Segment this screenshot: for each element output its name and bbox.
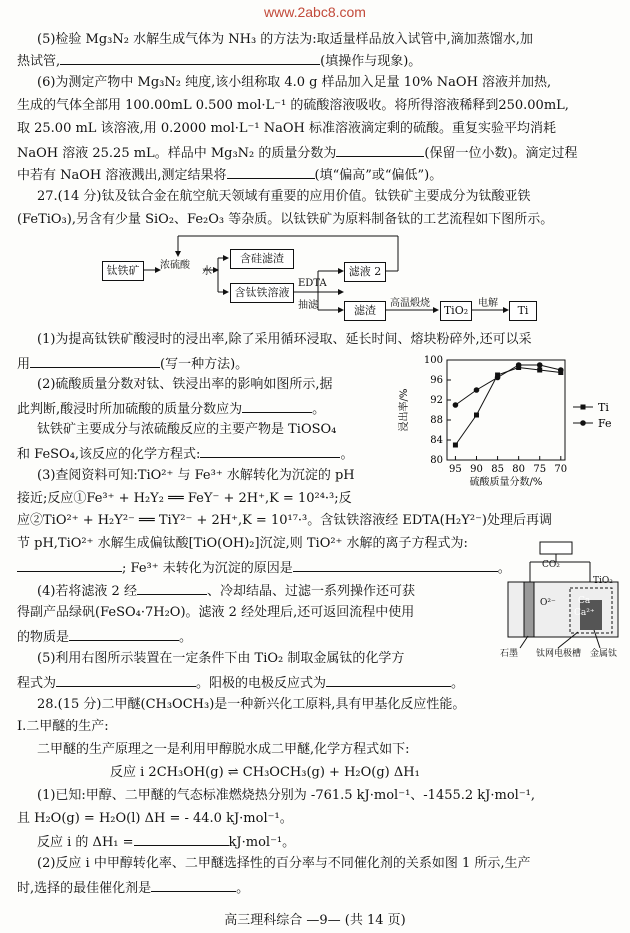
q28-2-line2: 时,选择的最佳催化剂是 。 — [17, 881, 250, 896]
q27-3-line5: ; Fe³⁺ 未转化为沉淀的原因是 。 — [17, 559, 511, 577]
flow-edta: EDTA — [298, 278, 327, 289]
flow-filtrate2: 滤液 2 — [344, 262, 386, 282]
legend-label-Ti: Ti — [598, 401, 609, 414]
point-Ti — [474, 413, 479, 418]
flow-acid: 浓硫酸 — [160, 260, 190, 271]
leaching-rate-chart — [385, 352, 625, 487]
apparatus-tio2: TiO₂ — [593, 576, 613, 586]
q27-4-line2: 得副产品绿矾(FeSO₄·7H₂O)。滤液 2 经处理后,还可返回流程中使用 — [17, 605, 415, 620]
y-tick-label: 84 — [430, 435, 443, 446]
point-Fe — [474, 387, 480, 393]
process-flow-diagram — [98, 228, 558, 323]
chart-frame — [447, 360, 565, 460]
x-axis-label: 硫酸质量分数/% — [469, 477, 543, 487]
q28-1-line1: (1)已知:甲醇、二甲醚的气态标准燃烧热分别为 -761.5 kJ·mol⁻¹、-1455.2 kJ·mol⁻¹, — [37, 788, 536, 803]
y-axis-label: 浸出率/% — [399, 388, 410, 432]
q26-6-line5: 中若有 NaOH 溶液溅出,测定结果将 (填“偏高”或“偏低”)。 — [17, 168, 443, 183]
q28-intro: 28.(15 分)二甲醚(CH₃OCH₃)是一种新兴化工原料,具有甲基化反应性能。 — [37, 697, 466, 712]
legend-label-Fe: Fe — [598, 417, 612, 430]
q27-intro-1: 27.(14 分)钛及钛合金在航空航天领域有重要的应用价值。钛铁矿主要成分为钛酸亚铁 — [37, 189, 531, 204]
flow-tio2: TiO₂ — [440, 301, 472, 321]
y-tick-label: 100 — [423, 355, 443, 366]
x-tick-label: 90 — [470, 464, 483, 475]
point-Ti — [537, 368, 542, 373]
point-Fe — [516, 362, 522, 368]
q27-2-line4: 和 FeSO₄,该反应的化学方程式: 。 — [17, 447, 354, 462]
legend-marker-Ti — [581, 405, 586, 410]
legend-marker-Fe — [580, 420, 586, 426]
point-Fe — [537, 362, 543, 368]
flow-calcine: 高温煅烧 — [390, 298, 430, 309]
q27-1-line2: 用 (写一种方法)。 — [17, 357, 249, 372]
q27-5-line1: (5)利用右图所示装置在一定条件下由 TiO₂ 制取金属钛的化学方 — [37, 651, 405, 666]
x-tick-label: 70 — [554, 464, 568, 475]
q27-4-line3: 的物质是 。 — [17, 630, 193, 645]
q27-2-line3: 钛铁矿主要成分与浓硫酸反应的主要产物是 TiOSO₄ — [37, 422, 337, 437]
electrolysis-apparatus — [500, 540, 625, 660]
q27-3-line2: 接近;反应①Fe³⁺ + H₂Y₂ ══ FeY⁻ + 2H⁺,K = 10²⁴·³;反 — [17, 491, 352, 506]
q27-3-line3: 应②TiO²⁺ + H₂Y²⁻ ══ TiY²⁻ + 2H⁺,K = 10¹⁷·³。含钛铁溶液经 EDTA(H₂Y²⁻)处理后再调 — [17, 513, 552, 528]
q27-3-line4: 节 pH,TiO²⁺ 水解生成偏钛酸[TiO(OH)₂]沉淀,则 TiO²⁺ 水解的离子方程式为: — [17, 536, 468, 551]
x-tick-label: 85 — [491, 464, 504, 475]
q27-2-line1: (2)硫酸质量分数对钛、铁浸出率的影响如图所示,据 — [37, 377, 333, 392]
apparatus-tank: 钛网电极槽 — [536, 649, 582, 659]
q26-6-line1: (6)为测定产物中 Mg₃N₂ 纯度,该小组称取 4.0 g 样品加入足量 10% NaOH 溶液并加热, — [37, 75, 552, 90]
apparatus-co2: CO₂ — [542, 560, 560, 570]
q28-1-line3: 反应 i 的 ΔH₁ = kJ·mol⁻¹。 — [37, 835, 296, 850]
apparatus-graphite: 石墨 — [500, 649, 519, 659]
point-Fe — [453, 402, 459, 408]
flow-electrolysis: 电解 — [478, 298, 498, 309]
x-tick-label: 75 — [533, 464, 547, 475]
q28-1-line2: 且 H₂O(g) = H₂O(l) ΔH = - 44.0 kJ·mol⁻¹。 — [17, 811, 293, 826]
y-tick-label: 88 — [430, 415, 443, 426]
point-Fe — [558, 367, 564, 373]
chart-svg — [385, 352, 625, 487]
q27-4-line1: (4)若将滤液 2 经 、冷却结晶、过滤一系列操作还可获 — [37, 584, 415, 599]
flow-water: 水 — [202, 266, 212, 277]
flow-ore: 钛铁矿 — [102, 261, 144, 281]
flow-residue: 滤渣 — [344, 301, 386, 321]
q27-3-line1: (3)查阅资料可知:TiO²⁺ 与 Fe³⁺ 水解转化为沉淀的 pH — [37, 468, 355, 483]
flow-extract: 抽滤 — [298, 300, 318, 311]
q27-5-line2: 程式为 。阳极的电极反应式为 。 — [17, 676, 465, 691]
q28-reaction-i: 反应 i 2CH₃OH(g) ⇌ CH₃OCH₃(g) + H₂O(g) ΔH₁ — [110, 765, 420, 780]
q26-5-line2: 热试管, (填操作与现象)。 — [17, 54, 422, 69]
q26-5-line1: (5)检验 Mg₃N₂ 水解生成气体为 NH₃ 的方法为:取适量样品放入试管中,滴加蒸馏水,加 — [37, 32, 533, 47]
x-tick-label: 95 — [449, 464, 462, 475]
y-tick-label: 96 — [430, 375, 443, 386]
q26-6-line4: NaOH 溶液 25.25 mL。样品中 Mg₃N₂ 的质量分数为 (保留一位小数)。滴定过程 — [17, 146, 578, 161]
flow-si-residue: 含硅滤渣 — [230, 249, 294, 269]
q28-section: I.二甲醚的生产: — [17, 719, 109, 734]
flow-ti: Ti — [509, 301, 537, 321]
flow-tife-solution: 含钛铁溶液 — [230, 283, 294, 303]
q26-6-line2: 生成的气体全部用 100.00mL 0.500 mol·L⁻¹ 的硫酸溶液吸收。将所得溶液稀释到250.00mL, — [17, 98, 569, 113]
q26-6-line3: 取 25.00 mL 该溶液,用 0.2000 mol·L⁻¹ NaOH 标准溶液滴定剩的硫酸。重复实验平均消耗 — [17, 121, 556, 136]
q27-2-line2: 此判断,酸浸时所加硫酸的质量分数应为 。 — [17, 402, 326, 417]
y-tick-label: 80 — [430, 455, 443, 466]
apparatus-o2: O²⁻ — [540, 598, 556, 608]
point-Ti — [453, 443, 458, 448]
q27-1-line1: (1)为提高钛铁矿酸浸时的浸出率,除了采用循环浸取、延长时间、熔块粉碎外,还可以采 — [37, 332, 532, 347]
apparatus-ca: Ca — [578, 596, 591, 606]
point-Fe — [495, 375, 501, 381]
watermark: www.2abc8.com — [264, 4, 366, 20]
page-footer: 高三理科综合 —9— (共 14 页) — [224, 913, 406, 928]
q28-principle: 二甲醚的生产原理之一是利用甲醇脱水成二甲醚,化学方程式如下: — [37, 742, 410, 757]
apparatus-ca2: Ca²⁺ — [574, 608, 595, 618]
apparatus-drawing — [500, 540, 625, 660]
series-line-Ti — [455, 368, 560, 446]
apparatus-metal: 金属钛 — [590, 649, 618, 659]
q28-2-line1: (2)反应 i 中甲醇转化率、二甲醚选择性的百分率与不同催化剂的关系如图 1 所示,生产 — [37, 856, 531, 871]
y-tick-label: 92 — [430, 395, 443, 406]
q27-intro-2: (FeTiO₃),另含有少量 SiO₂、Fe₂O₃ 等杂质。以钛铁矿为原料制备钛的工艺流程如下图所示。 — [17, 212, 554, 227]
x-tick-label: 80 — [512, 464, 526, 475]
